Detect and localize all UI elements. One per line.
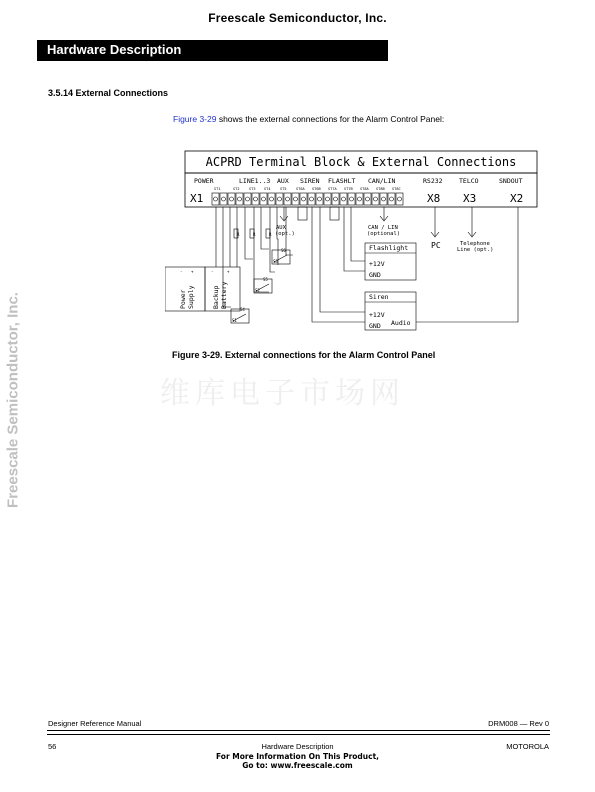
intro-text: shows the external connections for the Alarm Control Panel: [216, 114, 445, 124]
section-heading: 3.5.14 External Connections [48, 88, 169, 98]
screw-terminal [372, 193, 379, 205]
screw-head [246, 197, 250, 201]
screw-head [278, 197, 282, 201]
screw-head [342, 197, 346, 201]
screw-head [214, 197, 218, 201]
siren-title: Siren [369, 293, 389, 301]
screw-head [366, 197, 370, 201]
screw-head [222, 197, 226, 201]
terminal-id: ST6A [296, 187, 305, 191]
diagram-title: ACPRD Terminal Block & External Connections [205, 155, 517, 169]
backup-battery-label-1: Backup [212, 285, 220, 309]
group-line: LINE1..3 [239, 177, 271, 185]
footer-doc-rev: DRM008 — Rev 0 [488, 719, 549, 728]
figure-link[interactable]: Figure 3-29 [173, 114, 217, 124]
switch-label: S1 [232, 318, 237, 323]
group-telco: TELCO [459, 177, 479, 185]
screw-head [374, 197, 378, 201]
siren-gnd: GND [369, 322, 381, 330]
screw-head [398, 197, 402, 201]
screw-head [302, 197, 306, 201]
screw-terminal [316, 193, 323, 205]
side-watermark: Freescale Semiconductor, Inc. [4, 292, 22, 508]
section-bar [37, 40, 388, 61]
terminal-id: ST8B [376, 187, 385, 191]
footer-rule [47, 734, 550, 735]
terminal-id: ST1 [214, 187, 221, 191]
screw-head [270, 197, 274, 201]
power-plus: + [191, 269, 194, 274]
battery-plus: + [227, 269, 230, 274]
flashlight-12v: +12V [369, 260, 385, 268]
group-power: POWER [194, 177, 214, 185]
screw-head [334, 197, 338, 201]
siren-audio: Audio [391, 319, 411, 327]
screw-head [358, 197, 362, 201]
switch-label: S6 [281, 248, 286, 253]
screw-terminal [260, 193, 267, 205]
footer-rule [47, 730, 550, 731]
screw-terminal [220, 193, 227, 205]
screw-head [230, 197, 234, 201]
screw-head [262, 197, 266, 201]
screw-terminal [292, 193, 299, 205]
siren-12v: +12V [369, 311, 385, 319]
terminal-id: ST6B [312, 187, 321, 191]
more-info [0, 752, 595, 770]
terminal-id: ST8C [392, 187, 401, 191]
power-supply-label-1: Power [179, 289, 187, 309]
backup-battery-label-2: Battery [220, 281, 228, 309]
screw-head [318, 197, 322, 201]
screw-head [350, 197, 354, 201]
group-rs232: RS232 [423, 177, 443, 185]
screw-terminal [388, 193, 395, 205]
page-number: 56 [48, 742, 57, 751]
aux-label: AUX [276, 225, 286, 231]
screw-head [254, 197, 258, 201]
connector-x2: X2 [510, 192, 524, 205]
group-siren: SIREN [300, 177, 320, 185]
page-header-title: Freescale Semiconductor, Inc. [208, 11, 387, 25]
flashlight-title: Flashlight [369, 244, 409, 252]
screw-terminal [244, 193, 251, 205]
screw-terminal [340, 193, 347, 205]
power-supply-label-2: Supply [187, 285, 195, 309]
screw-terminal [268, 193, 275, 205]
resistor-label: R [253, 232, 256, 237]
terminal-id: ST7A [328, 187, 337, 191]
group-flashlt: FLASHLT [328, 177, 356, 185]
screw-terminal [364, 193, 371, 205]
terminal-id: ST7B [344, 187, 353, 191]
connector-x8: X8 [427, 192, 441, 205]
screw-terminal-row [212, 193, 403, 205]
screw-terminal [380, 193, 387, 205]
screw-terminal [212, 193, 219, 205]
screw-head [238, 197, 242, 201]
screw-terminal [284, 193, 291, 205]
footer-brand: MOTOROLA [506, 742, 549, 751]
terminal-id: ST4 [264, 187, 271, 191]
screw-head [382, 197, 386, 201]
external-connections-diagram [165, 147, 550, 342]
screw-terminal [228, 193, 235, 205]
figure-caption: Figure 3-29. External connections for the Alarm Control Panel [172, 350, 436, 360]
telephone-label: Telephone [460, 241, 490, 247]
flashlight-gnd: GND [369, 271, 381, 279]
can-opt-label: (optional) [367, 231, 401, 237]
screw-terminal [356, 193, 363, 205]
screw-head [294, 197, 298, 201]
screw-terminal [252, 193, 259, 205]
screw-terminal [332, 193, 339, 205]
screw-terminal [236, 193, 243, 205]
footer-doc-title: Designer Reference Manual [48, 719, 142, 728]
screw-head [326, 197, 330, 201]
battery-minus: - [211, 269, 214, 274]
terminal-id: ST5 [280, 187, 287, 191]
screw-terminal [348, 193, 355, 205]
screw-terminal [324, 193, 331, 205]
pc-label: PC [431, 241, 441, 250]
power-minus: - [180, 269, 183, 274]
screw-terminal [396, 193, 403, 205]
screw-terminal [308, 193, 315, 205]
can-label: CAN / LIN [368, 225, 398, 231]
terminal-id: ST3 [249, 187, 256, 191]
group-aux: AUX [277, 177, 289, 185]
section-bar-label: Hardware Description [47, 42, 182, 57]
chinese-watermark: 维库电子市场网 [160, 376, 405, 411]
screw-head [390, 197, 394, 201]
telephone-opt-label: Line (opt.) [457, 247, 494, 253]
switch-label: S5 [263, 277, 268, 282]
footer-section: Hardware Description [261, 742, 334, 751]
terminal-id: ST8A [360, 187, 369, 191]
group-sndout: SNDOUT [499, 177, 523, 185]
resistor-label: R [237, 232, 240, 237]
terminal-id: ST2 [233, 187, 240, 191]
switch-label: S2 [255, 288, 260, 293]
aux-opt-label: (opt.) [275, 231, 295, 237]
screw-head [286, 197, 290, 201]
intro-paragraph [173, 114, 444, 124]
switch-label: S4 [240, 307, 245, 312]
switch-label: S3 [273, 259, 278, 264]
group-canlin: CAN/LIN [368, 177, 396, 185]
screw-terminal [276, 193, 283, 205]
screw-terminal [300, 193, 307, 205]
more-info-line2: Go to: www.freescale.com [242, 761, 353, 770]
resistor-label: R [269, 232, 272, 237]
connector-x3: X3 [463, 192, 477, 205]
connector-x1: X1 [190, 192, 204, 205]
screw-head [310, 197, 314, 201]
more-info-line1: For More Information On This Product, [215, 752, 380, 761]
